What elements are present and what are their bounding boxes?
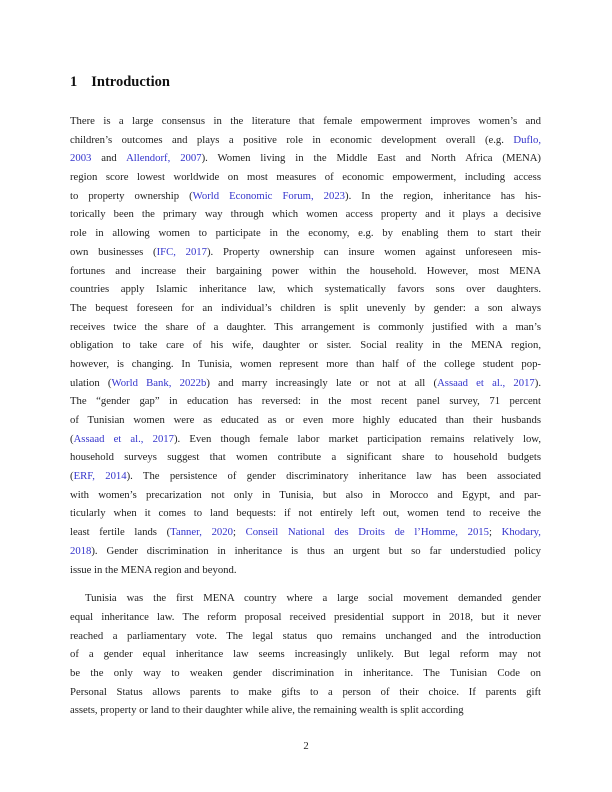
text-line xyxy=(70,374,541,393)
text-segment: with women’s precarization not only in Tunisia, but also in Morocco and Egypt, and par- xyxy=(70,488,541,501)
text-segment: issue in the MENA region and beyond. xyxy=(70,563,237,576)
text-line xyxy=(70,243,541,262)
text-segment: children’s outcomes and plays a positive role in economic development overall (e.g. xyxy=(70,133,514,146)
body-text xyxy=(70,112,541,720)
text-segment: however, is changing. In Tunisia, women represent more than half of the college student pop- xyxy=(70,357,541,370)
text-line xyxy=(70,299,541,318)
citation-link[interactable]: 2003 xyxy=(70,152,92,165)
text-line xyxy=(70,318,541,337)
text-segment: ; xyxy=(488,526,502,539)
text-line xyxy=(70,355,541,374)
text-segment: The bequest foreseen for an individual’s children is split unevenly by gender: a son always xyxy=(70,301,541,314)
text-line xyxy=(70,392,541,411)
text-segment: ; xyxy=(232,526,246,539)
text-segment: ticularly when it comes to land bequests: if not entirely left out, women tend to receive the xyxy=(70,507,541,520)
text-segment: of a gender equal inheritance law seems increasingly unlikely. But legal reform may not xyxy=(70,648,541,661)
text-segment: There is a large consensus in the literature that female empowerment improves women’s and xyxy=(70,115,541,127)
text-line xyxy=(70,608,541,627)
text-line xyxy=(70,280,541,299)
text-segment: to property ownership ( xyxy=(70,189,193,202)
citation-link[interactable]: Tanner, 2020 xyxy=(170,526,233,539)
citation-link[interactable]: World Bank, 2022b xyxy=(111,376,207,389)
citation-link[interactable]: Allendorf, 2007 xyxy=(126,152,202,165)
text-line xyxy=(70,683,541,702)
text-line xyxy=(70,112,541,131)
text-segment: ). The persistence of gender discriminatory inheritance law has been associated xyxy=(126,470,541,483)
citation-link[interactable]: Conseil National des Droits de l’Homme, 2015 xyxy=(245,526,489,539)
text-line xyxy=(70,336,541,355)
citation-link[interactable]: Duflo, xyxy=(513,133,541,146)
text-segment: be the only way to weaken gender discrimination in inheritance. The Tunisian Code on xyxy=(70,666,541,679)
text-line xyxy=(70,645,541,664)
citation-link[interactable]: Assaad et al., 2017 xyxy=(437,376,535,389)
text-line xyxy=(70,131,541,150)
citation-link[interactable]: 2018 xyxy=(70,544,92,557)
text-segment: equal inheritance law. The reform proposal received presidential support in 2018, but it never xyxy=(70,610,541,623)
text-line xyxy=(70,542,541,561)
paragraph xyxy=(70,112,541,579)
text-line xyxy=(70,561,541,580)
text-segment: receives twice the share of a daughter. This arrangement is commonly justified with a man’s xyxy=(70,320,541,333)
text-segment: ulation ( xyxy=(70,376,112,389)
text-line xyxy=(70,504,541,523)
citation-link[interactable]: ERF, 2014 xyxy=(73,470,127,483)
text-segment: household surveys suggest that women contribute a significant share to household budgets xyxy=(70,451,541,464)
section-title: Introduction xyxy=(91,74,170,90)
text-segment: torically been the primary way through which women access property and it plays a decisive xyxy=(70,208,541,221)
section-heading xyxy=(70,74,541,91)
text-segment: ( xyxy=(70,432,74,445)
text-segment: assets, property or land to their daughter while alive, the remaining wealth is split according xyxy=(70,704,464,717)
text-segment: The “gender gap” in education has reversed: in the most recent panel survey, 71 percent xyxy=(70,395,541,408)
text-line xyxy=(70,149,541,168)
text-segment: and xyxy=(91,152,127,165)
text-segment: obligation to take care of his wife, daughter or sister. Social reality in the MENA region, xyxy=(70,339,541,352)
text-line xyxy=(70,664,541,683)
text-line xyxy=(70,224,541,243)
text-line xyxy=(70,187,541,206)
text-segment: of Tunisian women were as educated as or even more highly educated than their husbands xyxy=(70,414,541,426)
text-line xyxy=(70,523,541,542)
section-number: 1 xyxy=(70,74,78,90)
text-segment: role in allowing women to participate in the economy, e.g. by enabling them to start their xyxy=(70,227,541,240)
text-line xyxy=(70,627,541,646)
text-line xyxy=(70,467,541,486)
citation-link[interactable]: Khodary, xyxy=(501,526,541,539)
text-line xyxy=(70,589,541,608)
text-segment: own businesses ( xyxy=(70,245,157,258)
text-segment: ). Gender discrimination in inheritance is thus an urgent but so far understudied policy xyxy=(91,544,541,557)
text-line xyxy=(70,411,541,430)
text-segment: fortunes and increase their bargaining power within the household. However, most MENA xyxy=(70,264,541,277)
text-segment: ). Even though female labor market participation remains relatively low, xyxy=(173,432,541,445)
text-segment: ). Property ownership can insure women against unforeseen mis- xyxy=(206,245,541,258)
text-segment: Tunisia was the first MENA country where a large social movement demanded gender xyxy=(85,592,541,605)
text-segment: region score lowest worldwide on most measures of economic empowerment, including access xyxy=(70,171,541,184)
text-line xyxy=(70,448,541,467)
text-line xyxy=(70,168,541,187)
text-line xyxy=(70,430,541,449)
text-segment: countries apply Islamic inheritance law, which systematically favors sons over daughters. xyxy=(70,283,541,296)
text-segment: reached a parliamentary vote. The legal status quo remains unchanged and the introduction xyxy=(70,629,541,642)
citation-link[interactable]: IFC, 2017 xyxy=(156,245,207,258)
text-line xyxy=(70,701,541,720)
text-segment: ). xyxy=(534,376,542,389)
text-segment: ) and marry increasingly late or not at all ( xyxy=(206,376,438,389)
text-segment: least fertile lands ( xyxy=(70,526,171,539)
text-line xyxy=(70,205,541,224)
text-line xyxy=(70,486,541,505)
citation-link[interactable]: Assaad et al., 2017 xyxy=(73,432,174,445)
text-segment: ( xyxy=(70,470,74,483)
citation-link[interactable]: World Economic Forum, 2023 xyxy=(192,189,346,202)
text-line xyxy=(70,262,541,281)
text-segment: ). In the region, inheritance has his- xyxy=(345,189,542,202)
paragraph xyxy=(70,589,541,720)
page-number: 2 xyxy=(303,740,309,752)
text-segment: ). Women living in the Middle East and North Africa (MENA) xyxy=(201,152,541,165)
text-segment: Personal Status allows parents to make gifts to a person of their choice. If parents gift xyxy=(70,685,541,698)
